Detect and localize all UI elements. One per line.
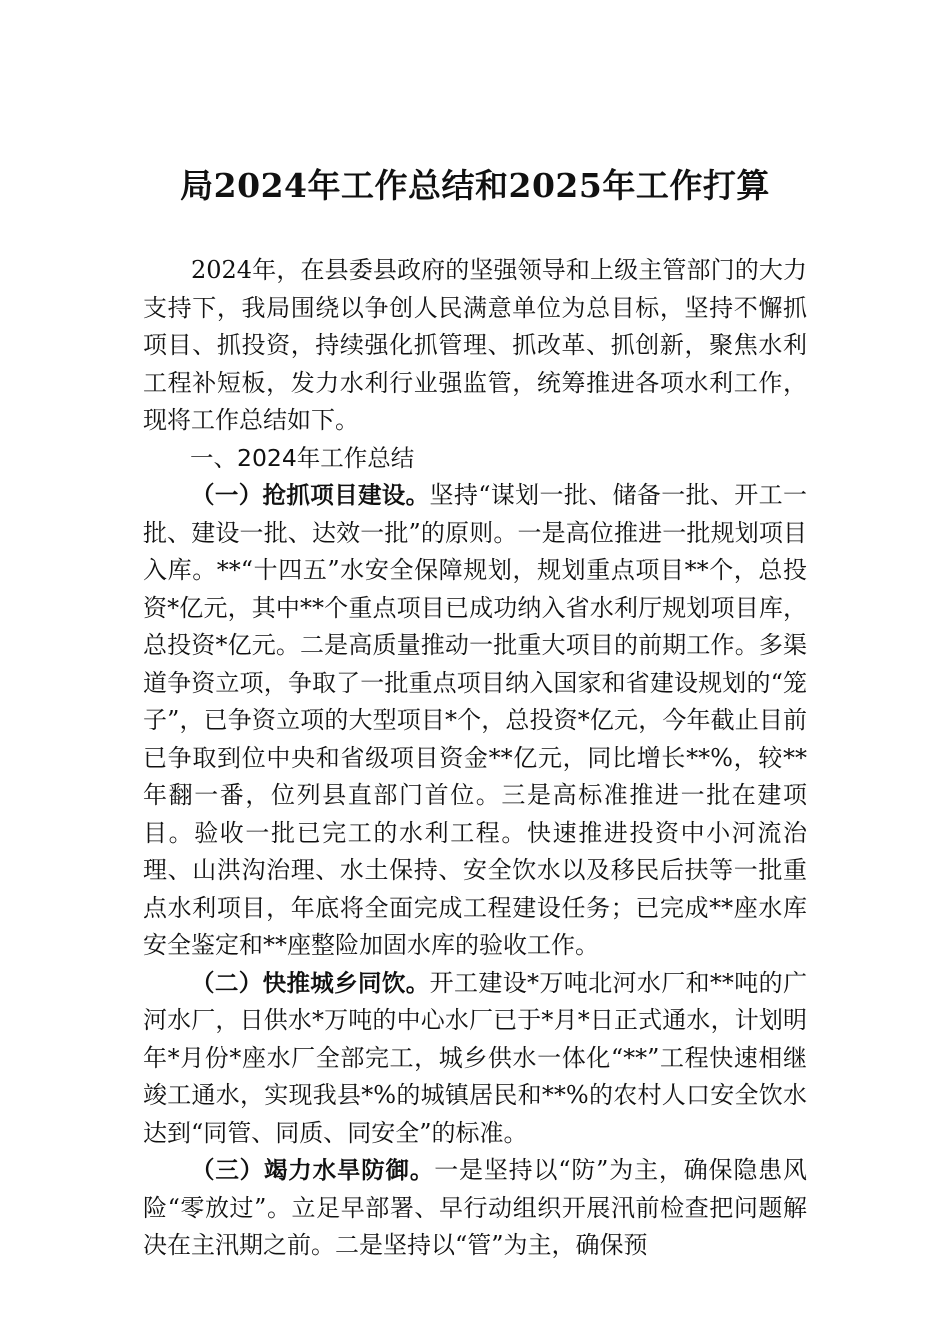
document-body: [143, 252, 807, 1265]
item-text-flood-defense: 一是坚持以“防”为主，确保隐患风险“零放过”。立足早部署、早行动组织开展汛前检查把问题解决在主汛期之前。二是坚持以“管”为主，确保预: [143, 1156, 807, 1259]
item-heading-water-supply: （二）快推城乡同饮。: [191, 968, 430, 997]
item-paragraph-project: [143, 477, 807, 965]
item-text-project: 坚持“谋划一批、储备一批、开工一批、建设一批、达效一批”的原则。一是高位推进一批规划项目入库。**“十四五”水安全保障规划，规划重点项目**个，总投资*亿元，其中**个重点项目已成功纳入省水利厅规划项目库，总投资*亿元。二是高质量推动一批重大项目的前期工作。多渠道争资立项，争取了一批重点项目纳入国家和省建设规划的“笼子”，已争资立项的大型项目*个，总投资*亿元，今年截止目前已争取到位中央和省级项目资金**亿元，同比增长**%，较**年翻一番，位列县直部门首位。三是高标准推进一批在建项目。验收一批已完工的水利工程。快速推进投资中小河流治理、山洪沟治理、水土保持、安全饮水以及移民后扶等一批重点水利项目，年底将全面完成工程建设任务；已完成**座水库安全鉴定和**座整险加固水库的验收工作。: [143, 481, 807, 959]
item-heading-project: （一）抢抓项目建设。: [191, 481, 430, 509]
item-paragraph-water-supply: [143, 965, 807, 1153]
section-heading: 一、2024年工作总结: [190, 443, 415, 472]
item-paragraph-flood-defense: [143, 1152, 807, 1265]
document-title: 局2024年工作总结和2025年工作打算: [180, 166, 770, 205]
intro-paragraph: 2024年，在县委县政府的坚强领导和上级主管部门的大力支持下，我局围绕以争创人民满意单位为总目标，坚持不懈抓项目、抓投资，持续强化抓管理、抓改革、抓创新，聚焦水利工程补短板，发力水利行业强监管，统筹推进各项水利工作，现将工作总结如下。: [143, 256, 807, 434]
item-heading-flood-defense: （三）竭力水旱防御。: [191, 1156, 435, 1184]
item-text-water-supply: 开工建设*万吨北河水厂和**吨的广河水厂，日供水*万吨的中心水厂已于*月*日正式通水，计划明年*月份*座水厂全部完工，城乡供水一体化“**”工程快速相继竣工通水，实现我县*%的城镇居民和**%的农村人口安全饮水达到“同管、同质、同安全”的标准。: [143, 968, 808, 1147]
